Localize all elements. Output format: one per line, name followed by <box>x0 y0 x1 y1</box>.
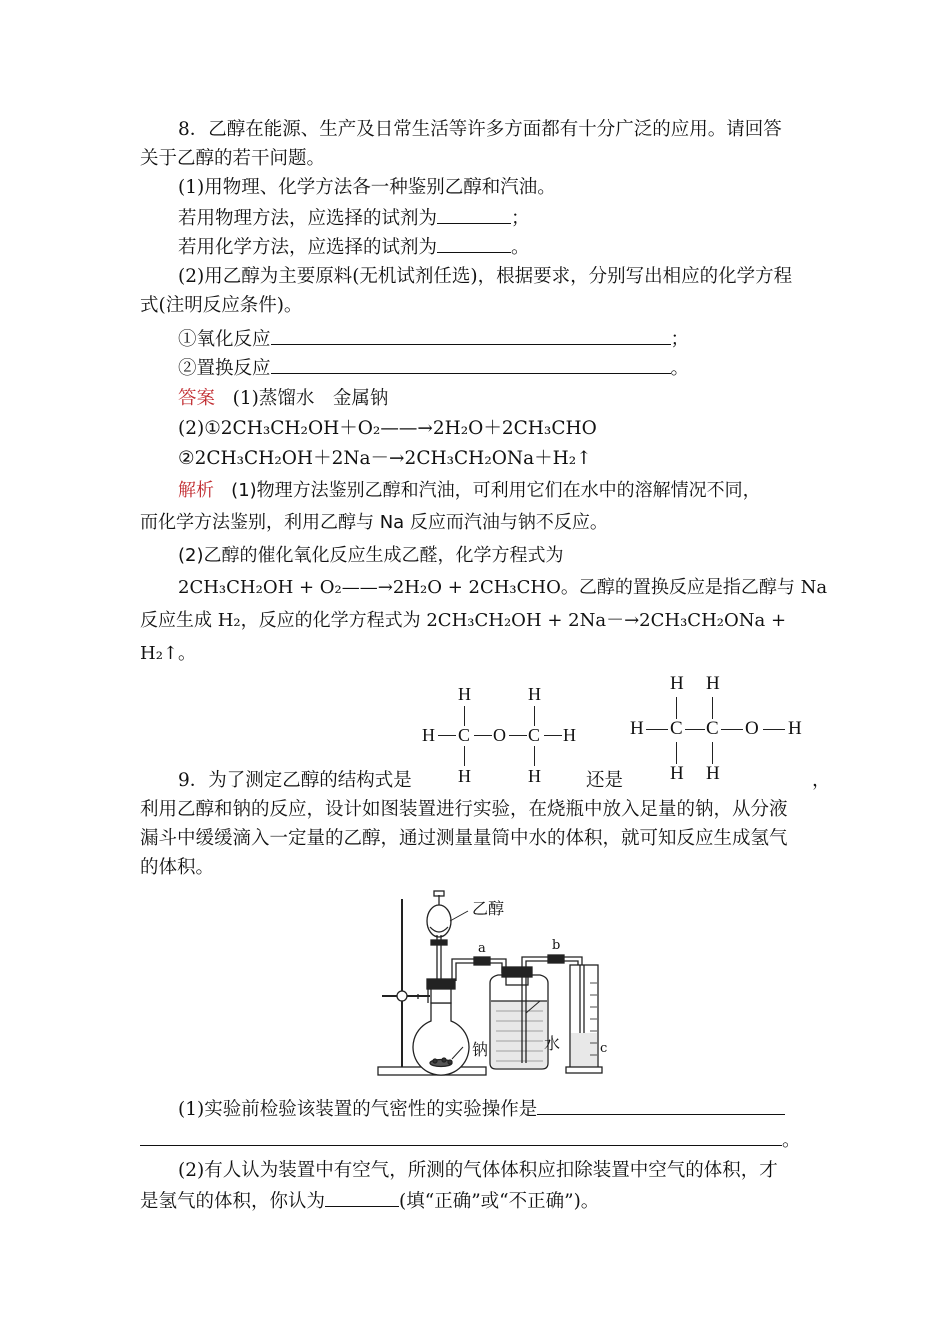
analysis-line1: 解析 (1)物理方法鉴别乙醇和汽油，可利用它们在水中的溶解情况不同， <box>178 480 761 501</box>
answer-eq1: (2)①2CH₃CH₂OH＋O₂——→2H₂O＋2CH₃CHO <box>178 418 597 439</box>
label-b: b <box>552 938 561 953</box>
q9-line4: 的体积。 <box>140 857 215 878</box>
q8-line2: 关于乙醇的若干问题。 <box>140 148 326 169</box>
answer-blank[interactable] <box>271 355 671 374</box>
q9-line2: 利用乙醇和钠的反应，设计如图装置进行实验，在烧瓶中放入足量的钠，从分液 <box>140 799 788 820</box>
answer-blank[interactable] <box>271 326 671 345</box>
q8-line4: 若用物理方法，应选择的试剂为 ； <box>178 205 530 232</box>
q8-line5: 若用化学方法，应选择的试剂为 。 <box>178 234 530 261</box>
q9-sub2-cont: 是氢气的体积，你认为 (填“正确”或“不正确”)。 <box>140 1188 599 1215</box>
q8-line7: 式(注明反应条件)。 <box>140 295 303 316</box>
answer-blank[interactable] <box>325 1188 399 1207</box>
q8-line3: (1)用物理、化学方法各一种鉴别乙醇和汽油。 <box>178 177 556 198</box>
q8-line6: (2)用乙醇为主要原料(无机试剂任选)，根据要求，分别写出相应的化学方程 <box>178 266 793 287</box>
analysis-line6: H₂↑。 <box>140 643 196 664</box>
apparatus-diagram <box>368 883 622 1085</box>
label-sodium: 钠 <box>472 1040 489 1059</box>
label-water: 水 <box>544 1034 561 1053</box>
answer-blank[interactable] <box>537 1096 785 1115</box>
analysis-line4: 2CH₃CH₂OH + O₂——→2H₂O + 2CH₃CHO。乙醇的置换反应是指乙醇与 Na <box>178 577 828 598</box>
q8-line8: ①氧化反应 ； <box>178 326 689 353</box>
answer-eq2: ②2CH₃CH₂OH＋2Na－→2CH₃CH₂ONa＋H₂↑ <box>178 448 592 469</box>
q8-line9: ②置换反应 。 <box>178 355 689 382</box>
structure-formula-1: H H H C O C H H H <box>422 684 576 786</box>
q9-line3: 漏斗中缓缓滴入一定量的乙醇，通过测量量筒中水的体积，就可知反应生成氢气 <box>140 828 788 849</box>
answer-blank[interactable] <box>437 234 511 253</box>
analysis-line5: 反应生成 H₂，反应的化学方程式为 2CH₃CH₂OH + 2Na－→2CH₃CH₂ONa + <box>140 610 787 631</box>
q9-sub1: (1)实验前检验该装置的气密性的实验操作是 <box>178 1096 785 1123</box>
label-a: a <box>478 941 486 956</box>
q9-line1c: ， <box>812 770 831 791</box>
q9-sub2: (2)有人认为装置中有空气，所测的气体体积应扣除装置中空气的体积，才 <box>178 1160 778 1181</box>
answer-blank[interactable] <box>437 205 511 224</box>
analysis-line3: (2)乙醇的催化氧化反应生成乙醛，化学方程式为 <box>178 545 564 566</box>
analysis-line2: 而化学方法鉴别，利用乙醇与 Na 反应而汽油与钠不反应。 <box>140 512 608 533</box>
answer-line: 答案 (1)蒸馏水 金属钠 <box>178 388 389 409</box>
answer-label: 答案 <box>178 388 216 409</box>
structure-formula-2: H H H C C O H H H <box>630 673 802 784</box>
q8-line1: 8．乙醇在能源、生产及日常生活等许多方面都有十分广泛的应用。请回答 <box>178 119 782 140</box>
q9-line1a: 9．为了测定乙醇的结构式是 <box>178 770 412 791</box>
label-ethanol: 乙醇 <box>472 899 505 918</box>
answer-blank[interactable] <box>140 1127 782 1146</box>
q9-sub1-cont: 。 <box>140 1127 801 1154</box>
label-c: c <box>600 1041 608 1056</box>
analysis-label: 解析 <box>178 480 214 501</box>
q9-line1b: 还是 <box>586 770 624 791</box>
